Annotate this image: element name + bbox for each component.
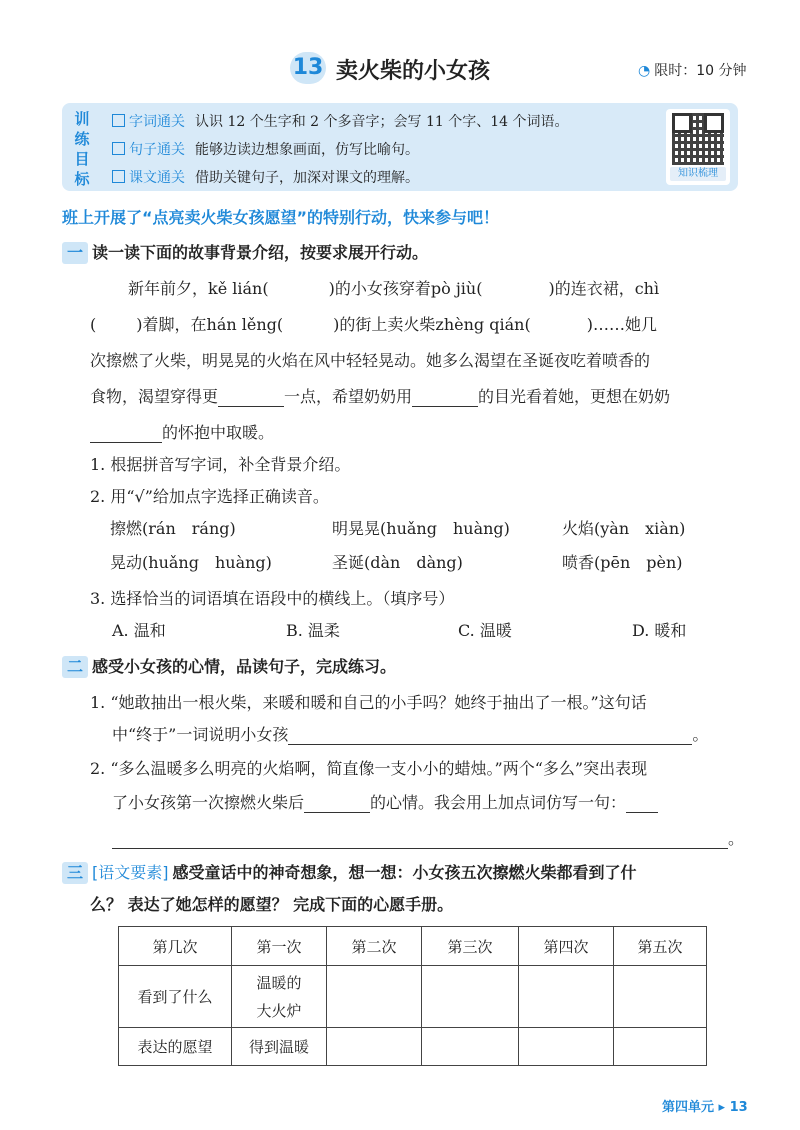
table-cell-empty[interactable]: [422, 966, 519, 1028]
goal-item-sentences: [112, 139, 419, 159]
goals-side-char: 训: [74, 110, 90, 128]
goals-side-char: 目: [74, 150, 90, 168]
checkbox[interactable]: [112, 170, 125, 183]
reading-item[interactable]: 擦燃(rán ráng): [110, 519, 236, 538]
time-limit-text: 限时：10 分钟: [654, 63, 747, 79]
table-cell: 得到温暖: [232, 1028, 327, 1066]
section-title: 读一读下面的故事背景介绍，按要求展开行动。: [92, 243, 429, 262]
passage-line-2: ( )着脚，在hán lěng( )的街上卖火柴zhèng qián( )……她几: [90, 315, 657, 334]
table-header: 第五次: [614, 927, 707, 966]
section-title: 感受童话中的神奇想象，想一想：小女孩五次擦燃火柴都看到了什: [172, 863, 637, 882]
reading-item[interactable]: 明晃晃(huǎng huàng): [332, 519, 510, 538]
wish-handbook-table: [118, 926, 707, 1066]
passage-text: 食物，渴望穿得更: [90, 387, 219, 406]
table-cell-empty[interactable]: [519, 966, 614, 1028]
table-cell-empty[interactable]: [519, 1028, 614, 1066]
page-number: 13: [729, 1100, 748, 1115]
reading-item[interactable]: 火焰(yàn xiàn): [562, 519, 686, 538]
question-1-3: 3. 选择恰当的词语填在语段中的横线上。（填序号）: [90, 589, 455, 608]
table-cell-empty[interactable]: [614, 1028, 707, 1066]
unit-label: 第四单元: [662, 1100, 715, 1115]
question-1-2: 2. 用“√”给加点字选择正确读音。: [90, 487, 329, 506]
option-d[interactable]: D. 暖和: [632, 621, 687, 640]
section-3-heading-cont: 么？ 表达了她怎样的愿望？ 完成下面的心愿手册。: [90, 895, 454, 914]
goal-item-words: [112, 111, 569, 131]
table-header: 第一次: [232, 927, 327, 966]
goals-side-label: [62, 103, 102, 191]
qr-code-icon: [672, 113, 724, 165]
option-c[interactable]: C. 温暖: [458, 621, 512, 640]
goal-text: 能够边读边想象画面，仿写比喻句。: [195, 142, 419, 158]
passage-text: 的连衣裙，: [554, 279, 635, 298]
passage-text: 的街上卖火柴: [339, 315, 436, 334]
table-header: 第几次: [119, 927, 232, 966]
goals-side-char: 练: [74, 130, 90, 148]
lesson-header: [0, 52, 800, 86]
answer-blank[interactable]: [304, 794, 370, 813]
pinyin: chì: [634, 279, 660, 298]
passage-line-4: [90, 384, 670, 407]
goals-side-char: 标: [74, 170, 90, 188]
table-cell: 温暖的 大火炉: [232, 966, 327, 1028]
triangle-icon: ▸: [718, 1100, 730, 1115]
passage-text: 新年前夕，: [128, 279, 209, 298]
qr-caption: 知识梳理: [670, 167, 726, 181]
table-cell-empty[interactable]: [327, 1028, 422, 1066]
table-cell-empty[interactable]: [614, 966, 707, 1028]
goal-label: 课文通关: [129, 170, 185, 186]
section-number: 三: [62, 862, 88, 884]
pinyin: hán lěng: [206, 315, 277, 334]
answer-blank[interactable]: [412, 388, 478, 407]
lesson-title: 卖火柴的小女孩: [336, 59, 491, 84]
passage-text: ……她几: [592, 315, 657, 334]
passage-text: 的目光看着她，更想在奶奶: [478, 387, 671, 406]
table-cell-empty[interactable]: [422, 1028, 519, 1066]
time-limit: [638, 60, 746, 80]
table-row: [119, 966, 707, 1028]
passage-line-3: 次擦燃了火柴，明晃晃的火焰在风中轻轻晃动。她多么渴望在圣诞夜吃着喷香的: [90, 351, 651, 370]
training-goals-box: [62, 103, 738, 191]
reading-item[interactable]: 喷香(pēn pèn): [562, 553, 683, 572]
question-2-1-line-2: 中“终于”一词说明小女孩 。: [112, 725, 709, 744]
pinyin: zhèng qián: [435, 315, 525, 334]
question-1-1: 1. 根据拼音写字词，补全背景介绍。: [90, 455, 351, 474]
answer-line[interactable]: [626, 794, 658, 813]
question-2-2-line-1: 2. “多么温暖多么明亮的火焰啊，简直像一支小小的蜡烛。”两个“多么”突出表现: [90, 759, 648, 778]
passage-line-1: 新年前夕，kě lián( )的小女孩穿着pò jiù( )的连衣裙，chì: [128, 279, 660, 298]
answer-line[interactable]: [112, 830, 728, 849]
question-2-2-line-2: 了小女孩第一次擦燃火柴后 的心情。我会用上加点词仿写一句：: [112, 790, 658, 813]
reading-item[interactable]: 晃动(huǎng huàng): [110, 553, 272, 572]
row-label: 看到了什么: [119, 966, 232, 1028]
page-footer: [662, 1096, 748, 1115]
goal-label: 句子通关: [129, 142, 185, 158]
activity-intro: 班上开展了“点亮卖火柴女孩愿望”的特别行动，快来参与吧！: [62, 208, 500, 227]
checkbox[interactable]: [112, 114, 125, 127]
table-header: 第三次: [422, 927, 519, 966]
passage-line-5: [90, 420, 274, 443]
checkbox[interactable]: [112, 142, 125, 155]
section-title: 感受小女孩的心情，品读句子，完成练习。: [92, 657, 397, 676]
goal-label: 字词通关: [129, 114, 185, 130]
passage-text: 的小女孩穿着: [334, 279, 431, 298]
table-row: [119, 1028, 707, 1066]
row-label: 表达的愿望: [119, 1028, 232, 1066]
option-a[interactable]: A. 温和: [112, 621, 166, 640]
clock-icon: ◔: [638, 63, 651, 79]
passage-text: 着脚，在: [142, 315, 207, 334]
qr-code[interactable]: [666, 109, 730, 185]
section-number: 二: [62, 656, 88, 678]
table-cell-empty[interactable]: [327, 966, 422, 1028]
passage-text: 一点，希望奶奶用: [284, 387, 413, 406]
goal-text: 借助关键句子，加深对课文的理解。: [195, 170, 419, 186]
answer-line[interactable]: [288, 726, 692, 745]
reading-item[interactable]: 圣诞(dàn dàng): [332, 553, 463, 572]
goal-text: 认识 12 个生字和 2 个多音字；会写 11 个字、14 个词语。: [195, 114, 569, 130]
pinyin: kě lián: [208, 279, 263, 298]
option-b[interactable]: B. 温柔: [286, 621, 340, 640]
question-2-2-line-3: 。: [112, 826, 744, 849]
section-2-heading: [62, 654, 396, 678]
section-3-heading: [62, 860, 637, 884]
lesson-number-badge: 13: [290, 52, 326, 84]
pinyin: pò jiù: [430, 279, 477, 298]
section-number: 一: [62, 242, 88, 264]
question-2-1-line-1: 1. “她敢抽出一根火柴，来暖和暖和自己的小手吗？她终于抽出了一根。”这句话: [90, 693, 647, 712]
goal-item-text: [112, 167, 419, 187]
passage-text: 的怀抱中取暖。: [162, 423, 275, 442]
table-header: 第四次: [519, 927, 614, 966]
table-header: 第二次: [327, 927, 422, 966]
section-tag: [语文要素]: [92, 863, 169, 882]
answer-blank[interactable]: [90, 424, 162, 443]
section-1-heading: [62, 240, 428, 264]
answer-blank[interactable]: [218, 388, 284, 407]
